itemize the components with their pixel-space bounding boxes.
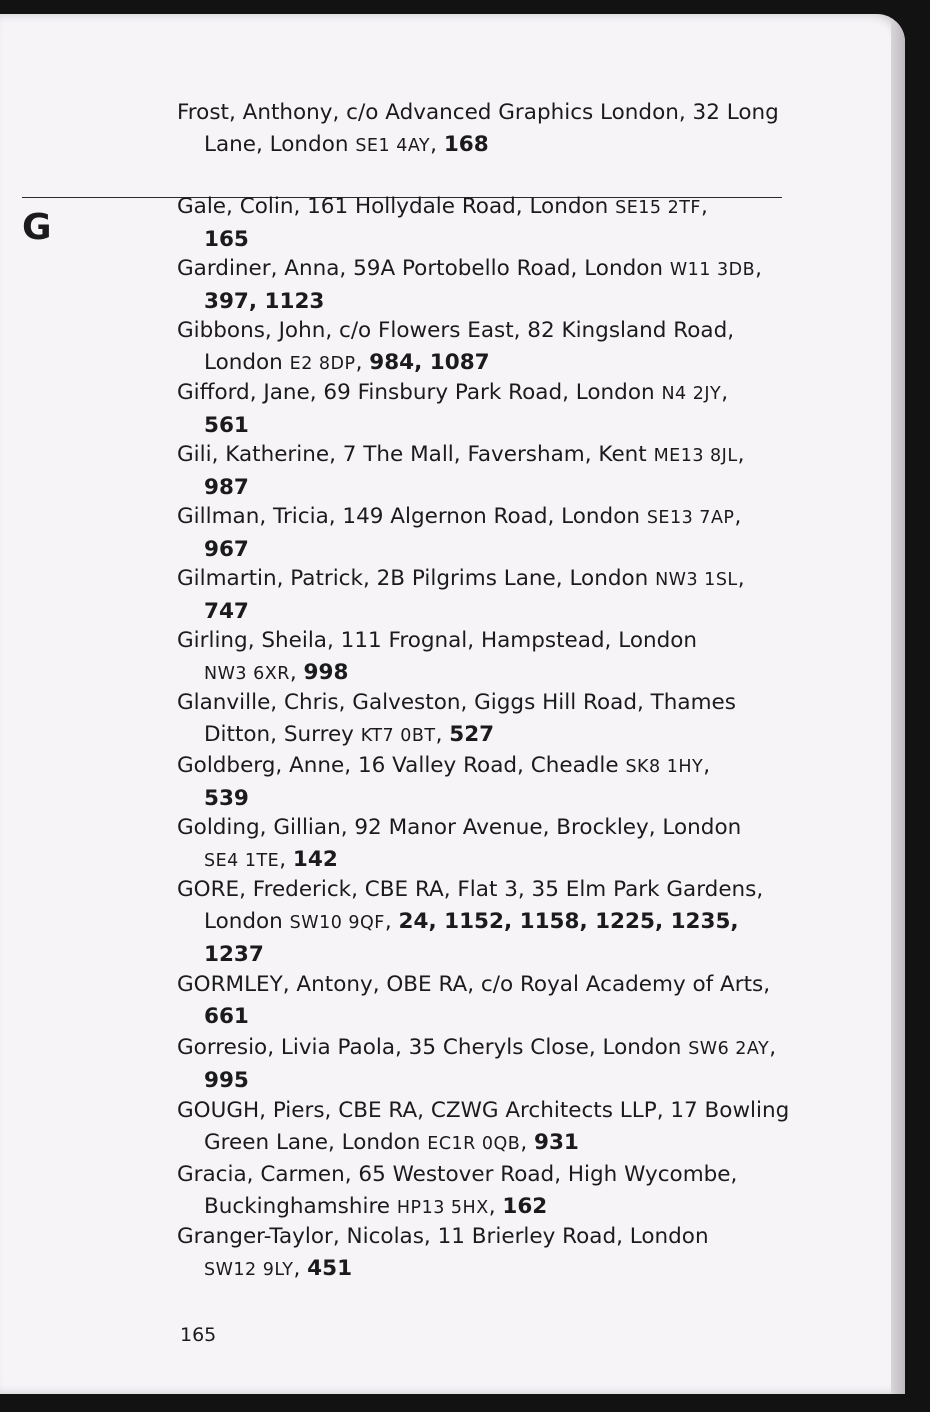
entry-sep: , bbox=[734, 504, 742, 529]
entry-pages: 984, 1087 bbox=[369, 350, 490, 375]
entry-line: Girling, Sheila, 111 Frognal, Hampstead, London bbox=[177, 628, 698, 653]
entry-postcode: KT7 0BT bbox=[360, 726, 436, 746]
index-entry bbox=[177, 1095, 790, 1160]
entry-cont: Lane, London bbox=[204, 132, 356, 157]
entry-sep: , bbox=[721, 380, 729, 405]
entry-line bbox=[177, 347, 787, 380]
entry-sep: , bbox=[435, 722, 450, 747]
entry-line: GORMLEY, Antony, OBE RA, c/o Royal Academy of Arts, bbox=[177, 972, 771, 997]
entry-postcode: SW6 2AY bbox=[688, 1039, 770, 1059]
entry-postcode: NW3 6XR bbox=[204, 664, 290, 684]
entry-line bbox=[177, 439, 787, 472]
index-entry bbox=[177, 253, 787, 318]
entry-postcode: HP13 5HX bbox=[396, 1198, 489, 1218]
entry-cont: Ditton, Surrey bbox=[204, 722, 361, 747]
entry-pages: 561 bbox=[204, 413, 249, 438]
index-entry bbox=[177, 1159, 787, 1224]
index-entry bbox=[177, 501, 787, 566]
entry-cont: Buckinghamshire bbox=[204, 1194, 397, 1219]
entry-sep: , bbox=[289, 660, 304, 685]
entry-line bbox=[177, 719, 787, 752]
entry-sep: , bbox=[293, 1256, 308, 1281]
entry-text: Gorresio, Livia Paola, 35 Cheryls Close, London bbox=[177, 1035, 689, 1060]
entry-line bbox=[177, 501, 787, 534]
entry-sep: , bbox=[430, 132, 444, 157]
index-entry bbox=[177, 1032, 787, 1097]
index-entry bbox=[177, 439, 787, 504]
entry-cont: Green Lane, London bbox=[204, 1130, 428, 1155]
index-entry bbox=[177, 687, 787, 752]
entry-pages: 1237 bbox=[204, 942, 264, 967]
entry-postcode: NW3 1SL bbox=[655, 570, 738, 590]
entry-text: Goldberg, Anne, 16 Valley Road, Cheadle bbox=[177, 753, 626, 778]
entry-line bbox=[177, 657, 787, 690]
entry-line: Gibbons, John, c/o Flowers East, 82 Kingsland Road, bbox=[177, 318, 735, 343]
entry-line: GOUGH, Piers, CBE RA, CZWG Architects LLP, 17 Bowling bbox=[177, 1098, 790, 1123]
entry-postcode: W11 3DB bbox=[669, 260, 756, 280]
entry-pages: 451 bbox=[307, 1256, 353, 1281]
entry-line bbox=[177, 377, 787, 410]
index-entry bbox=[177, 874, 787, 971]
entry-line bbox=[177, 1127, 787, 1160]
entry-sep: , bbox=[355, 350, 370, 375]
index-entry bbox=[177, 1221, 787, 1286]
entry-line: Golding, Gillian, 92 Manor Avenue, Brockley, London bbox=[177, 815, 742, 840]
entry-pages: 539 bbox=[204, 786, 249, 811]
section-letter: G bbox=[22, 207, 52, 248]
entry-line bbox=[177, 1032, 787, 1065]
entry-line bbox=[177, 129, 787, 162]
entry-sep: , bbox=[701, 194, 708, 219]
entry-line bbox=[177, 906, 787, 939]
index-entry bbox=[177, 315, 787, 380]
entry-pages: 747 bbox=[204, 599, 249, 624]
entry-postcode: SW12 9LY bbox=[204, 1260, 294, 1280]
entry-postcode: SE13 7AP bbox=[646, 508, 735, 528]
entry-line: Gracia, Carmen, 65 Westover Road, High Wycombe, bbox=[177, 1162, 738, 1187]
entry-pages: 165 bbox=[204, 227, 249, 252]
index-entry bbox=[177, 812, 787, 877]
index-entry bbox=[177, 377, 787, 442]
entry-pages: 397, 1123 bbox=[204, 289, 325, 314]
entry-text: Gili, Katherine, 7 The Mall, Faversham, Kent bbox=[177, 442, 654, 467]
entry-line: Glanville, Chris, Galveston, Giggs Hill Road, Thames bbox=[177, 690, 736, 715]
index-entry bbox=[177, 97, 787, 162]
entry-postcode: N4 2JY bbox=[661, 384, 722, 404]
entry-pages: 987 bbox=[204, 475, 249, 500]
entry-sep: , bbox=[520, 1130, 534, 1155]
entry-postcode: E2 8DP bbox=[289, 354, 356, 374]
entry-sep: , bbox=[755, 256, 762, 281]
entry-line bbox=[177, 844, 787, 877]
index-entry bbox=[177, 191, 787, 256]
entry-sep: , bbox=[384, 909, 399, 934]
entry-cont: London bbox=[204, 909, 290, 934]
entry-postcode: SE15 2TF bbox=[615, 198, 701, 218]
entry-line bbox=[177, 1253, 787, 1286]
index-entry bbox=[177, 563, 787, 628]
entry-pages: 995 bbox=[204, 1068, 249, 1093]
index-entry bbox=[177, 750, 787, 815]
entry-postcode: ME13 8JL bbox=[653, 446, 738, 466]
entry-text: Gale, Colin, 161 Hollydale Road, London bbox=[177, 194, 616, 219]
entry-text: Gilmartin, Patrick, 2B Pilgrims Lane, London bbox=[177, 566, 656, 591]
entry-text: Gifford, Jane, 69 Finsbury Park Road, London bbox=[177, 380, 662, 405]
entry-pages: 142 bbox=[292, 847, 338, 872]
entry-postcode: SE1 4AY bbox=[355, 136, 431, 156]
entry-postcode: SE4 1TE bbox=[204, 851, 280, 871]
entry-sep: , bbox=[279, 847, 293, 872]
entry-cont: London bbox=[204, 350, 290, 375]
entry-line bbox=[177, 253, 787, 286]
entry-sep: , bbox=[737, 566, 745, 591]
entry-line: GORE, Frederick, CBE RA, Flat 3, 35 Elm Park Gardens, bbox=[177, 877, 764, 902]
entry-sep: , bbox=[488, 1194, 503, 1219]
entry-sep: , bbox=[769, 1035, 777, 1060]
entry-text: Gillman, Tricia, 149 Algernon Road, London bbox=[177, 504, 647, 529]
entry-line: Granger-Taylor, Nicolas, 11 Brierley Road, London bbox=[177, 1224, 709, 1249]
entry-sep: , bbox=[703, 753, 711, 778]
book-page bbox=[0, 14, 905, 1394]
entry-pages: 967 bbox=[204, 537, 249, 562]
index-entry bbox=[177, 625, 787, 690]
entry-line bbox=[177, 1191, 787, 1224]
entry-pages: 931 bbox=[533, 1130, 579, 1155]
entry-pages: 24, 1152, 1158, 1225, 1235, bbox=[398, 909, 739, 934]
entry-postcode: SW10 9QF bbox=[289, 913, 385, 933]
entry-pages: 162 bbox=[502, 1194, 548, 1219]
entry-postcode: EC1R 0QB bbox=[427, 1134, 521, 1154]
entry-text: Gardiner, Anna, 59A Portobello Road, London bbox=[177, 256, 670, 281]
index-entry bbox=[177, 969, 787, 1033]
entry-sep: , bbox=[737, 442, 745, 467]
entry-pages: 168 bbox=[443, 132, 489, 157]
entry-line bbox=[177, 750, 787, 783]
entry-line bbox=[177, 191, 787, 224]
entry-line: Frost, Anthony, c/o Advanced Graphics London, 32 Long bbox=[177, 100, 779, 125]
page-spine bbox=[891, 14, 905, 1394]
page-number: 165 bbox=[180, 1324, 217, 1346]
entry-postcode: SK8 1HY bbox=[625, 757, 704, 777]
entry-pages: 527 bbox=[449, 722, 495, 747]
entry-line bbox=[177, 563, 787, 596]
entry-pages: 998 bbox=[303, 660, 349, 685]
entry-pages: 661 bbox=[204, 1004, 249, 1029]
